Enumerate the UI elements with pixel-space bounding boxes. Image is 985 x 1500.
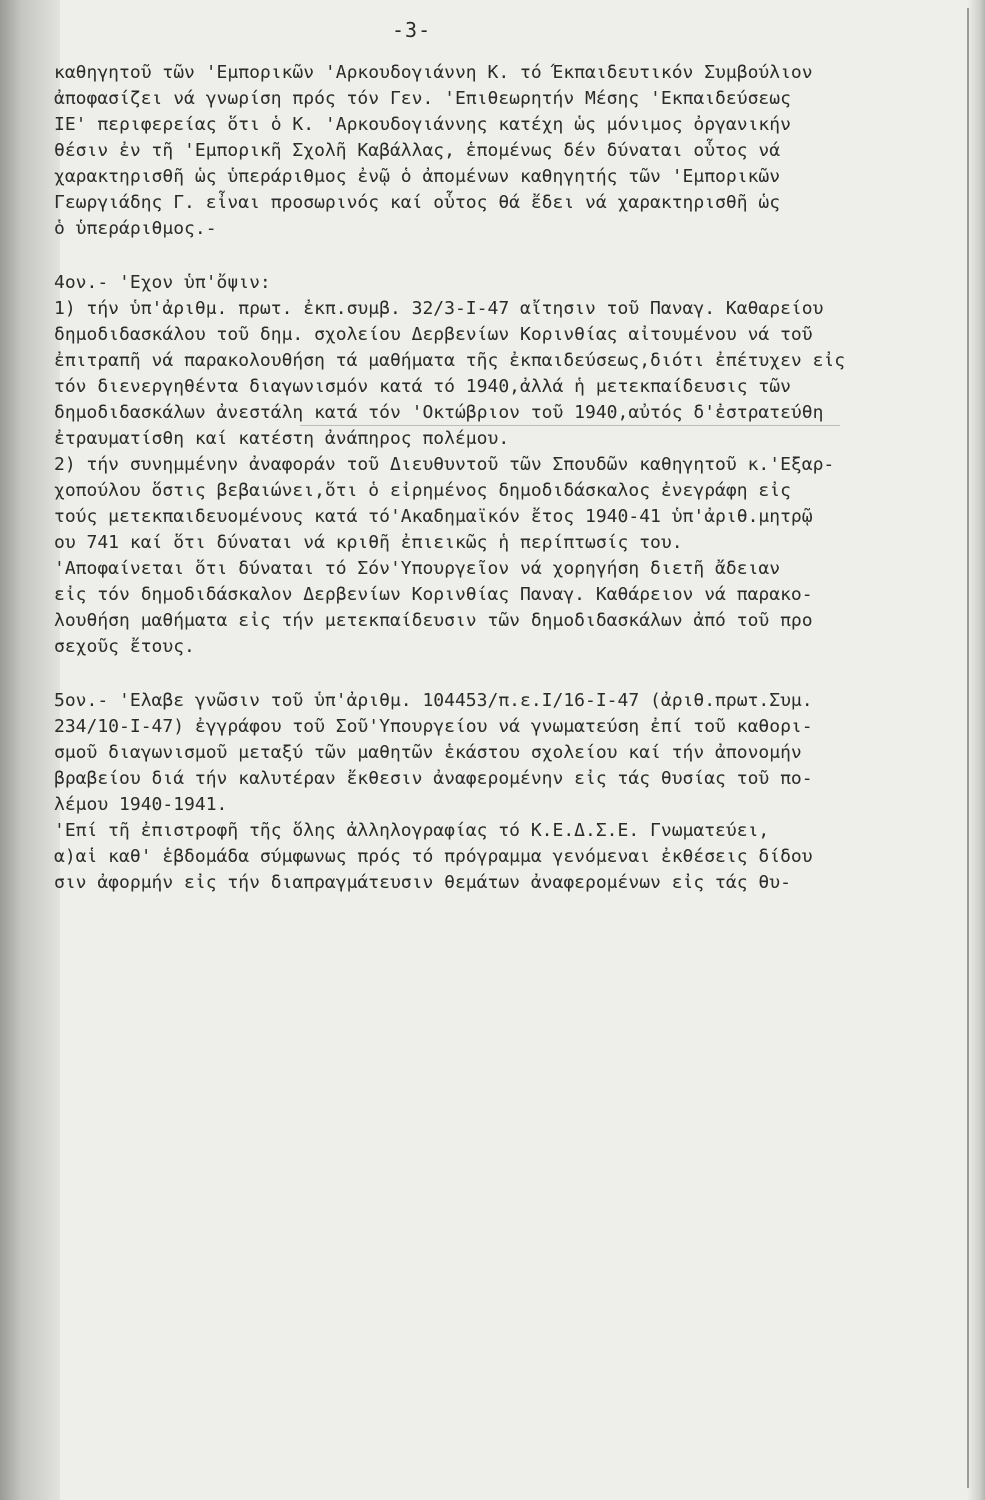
text-line: 2) τήν συνημμένην ἀναφοράν τοῦ Διευθυντοῦ τῶν Σπουδῶν καθηγητοῦ κ.'Εξαρ- — [54, 454, 835, 475]
text-line: 234/10-Ι-47) ἐγγράφου τοῦ Σοῦ'Υπουργείου νά γνωματεύση ἐπί τοῦ καθορι- — [54, 716, 813, 737]
text-line: λέμου 1940-1941. — [54, 794, 228, 815]
text-line: σιν ἀφορμήν εἰς τήν διαπραγμάτευσιν θεμάτων ἀναφερομένων εἰς τάς θυ- — [54, 872, 791, 893]
text-line: λουθήση μαθήματα εἰς τήν μετεκπαίδευσιν τῶν δημοδιδασκάλων ἀπό τοῦ προ — [54, 610, 813, 631]
text-line: δημοδιδασκάλων ἀνεστάλη κατά τόν 'Οκτώβριον τοῦ 1940,αὐτός δ'ἐστρατεύθη — [54, 402, 824, 423]
text-line: θέσιν ἐν τῆ 'Εμπορικῆ Σχολῆ Καβάλλας, ἑπομένως δέν δύναται οὗτος νά — [54, 140, 781, 161]
typed-text-body — [54, 60, 959, 896]
text-line: σμοῦ διαγωνισμοῦ μεταξύ τῶν μαθητῶν ἑκάστου σχολείου καί τήν ἀπονομήν — [54, 742, 802, 763]
text-line: εἰς τόν δημοδιδάσκαλον Δερβενίων Κορινθίας Παναγ. Καθάρειον νά παρακο- — [54, 584, 813, 605]
page-margin-line — [967, 8, 969, 1488]
text-line: τούς μετεκπαιδευομένους κατά τό'Ακαδημαϊκόν ἔτος 1940-41 ὑπ'ἀριθ.μητρῷ — [54, 506, 813, 527]
text-line: βραβείου διά τήν καλυτέραν ἔκθεσιν ἀναφερομένην εἰς τάς θυσίας τοῦ πο- — [54, 768, 813, 789]
text-line: ΙΕ' περιφερείας ὅτι ὁ Κ. 'Αρκουδογιάννης κατέχη ὡς μόνιμος ὀργανικήν — [54, 114, 791, 135]
page-binding-shadow — [0, 0, 60, 1500]
text-line: δημοδιδασκάλου τοῦ δημ. σχολείου Δερβενίων Κορινθίας αἰτουμένου νά τοῦ — [54, 324, 813, 345]
text-line: α)αἱ καθ' ἑβδομάδα σύμφωνως πρός τό πρόγραμμα γενόμεναι ἐκθέσεις δίδου — [54, 846, 813, 867]
text-line: χοπούλου ὅστις βεβαιώνει,ὅτι ὁ εἰρημένος δημοδιδάσκαλος ἐνεγράφη εἰς — [54, 480, 791, 501]
text-line: ου 741 καί ὅτι δύναται νά κριθῆ ἐπιεικῶς ἡ περίπτωσίς του. — [54, 532, 683, 553]
text-line: 'Επί τῆ ἐπιστροφῆ τῆς ὅλης ἀλληλογραφίας τό Κ.Ε.Δ.Σ.Ε. Γνωματεύει, — [54, 820, 770, 841]
section-heading-4: 4ον.- 'Εχον ὑπ'ὄψιν: — [54, 272, 271, 293]
text-line: σεχοῦς ἔτους. — [54, 636, 195, 657]
section-heading-5: 5ον.- 'Ελαβε γνῶσιν τοῦ ὑπ'ἀριθμ. 104453/π.ε.Ι/16-Ι-47 (ἀριθ.πρωτ.Συμ. — [54, 690, 813, 711]
text-line: χαρακτηρισθῆ ὡς ὑπεράριθμος ἐνῷ ὁ ἀπομένων καθηγητής τῶν 'Εμπορικῶν — [54, 166, 781, 187]
text-line: τόν διενεργηθέντα διαγωνισμόν κατά τό 1940,ἀλλά ἡ μετεκπαίδευσις τῶν — [54, 376, 791, 397]
text-line: ἀποφασίζει νά γνωρίση πρός τόν Γεν. 'Επιθεωρητήν Μέσης 'Εκπαιδεύσεως — [54, 88, 791, 109]
page-right-edge — [967, 0, 985, 1500]
text-line: ἐπιτραπῆ νά παρακολουθήση τά μαθήματα τῆς ἐκπαιδεύσεως,διότι ἐπέτυχεν εἰς — [54, 350, 846, 371]
page-number: -3- — [392, 18, 432, 42]
text-line: ὁ ὑπεράριθμος.- — [54, 218, 217, 239]
text-line: 1) τήν ὑπ'ἀριθμ. πρωτ. ἐκπ.συμβ. 32/3-Ι-47 αἴτησιν τοῦ Παναγ. Καθαρείου — [54, 298, 824, 319]
text-line: καθηγητοῦ τῶν 'Εμπορικῶν 'Αρκουδογιάννη Κ. τό Έκπαιδευτικόν Συμβούλιον — [54, 62, 813, 83]
text-line: Γεωργιάδης Γ. εἶναι προσωρινός καί οὗτος θά ἔδει νά χαρακτηρισθῆ ὡς — [54, 192, 781, 213]
text-line: ἐτραυματίσθη καί κατέστη ἀνάπηρος πολέμου. — [54, 428, 510, 449]
text-line: 'Αποφαίνεται ὅτι δύναται τό Σόν'Υπουργεῖον νά χορηγήση διετῆ ἄδειαν — [54, 558, 781, 579]
